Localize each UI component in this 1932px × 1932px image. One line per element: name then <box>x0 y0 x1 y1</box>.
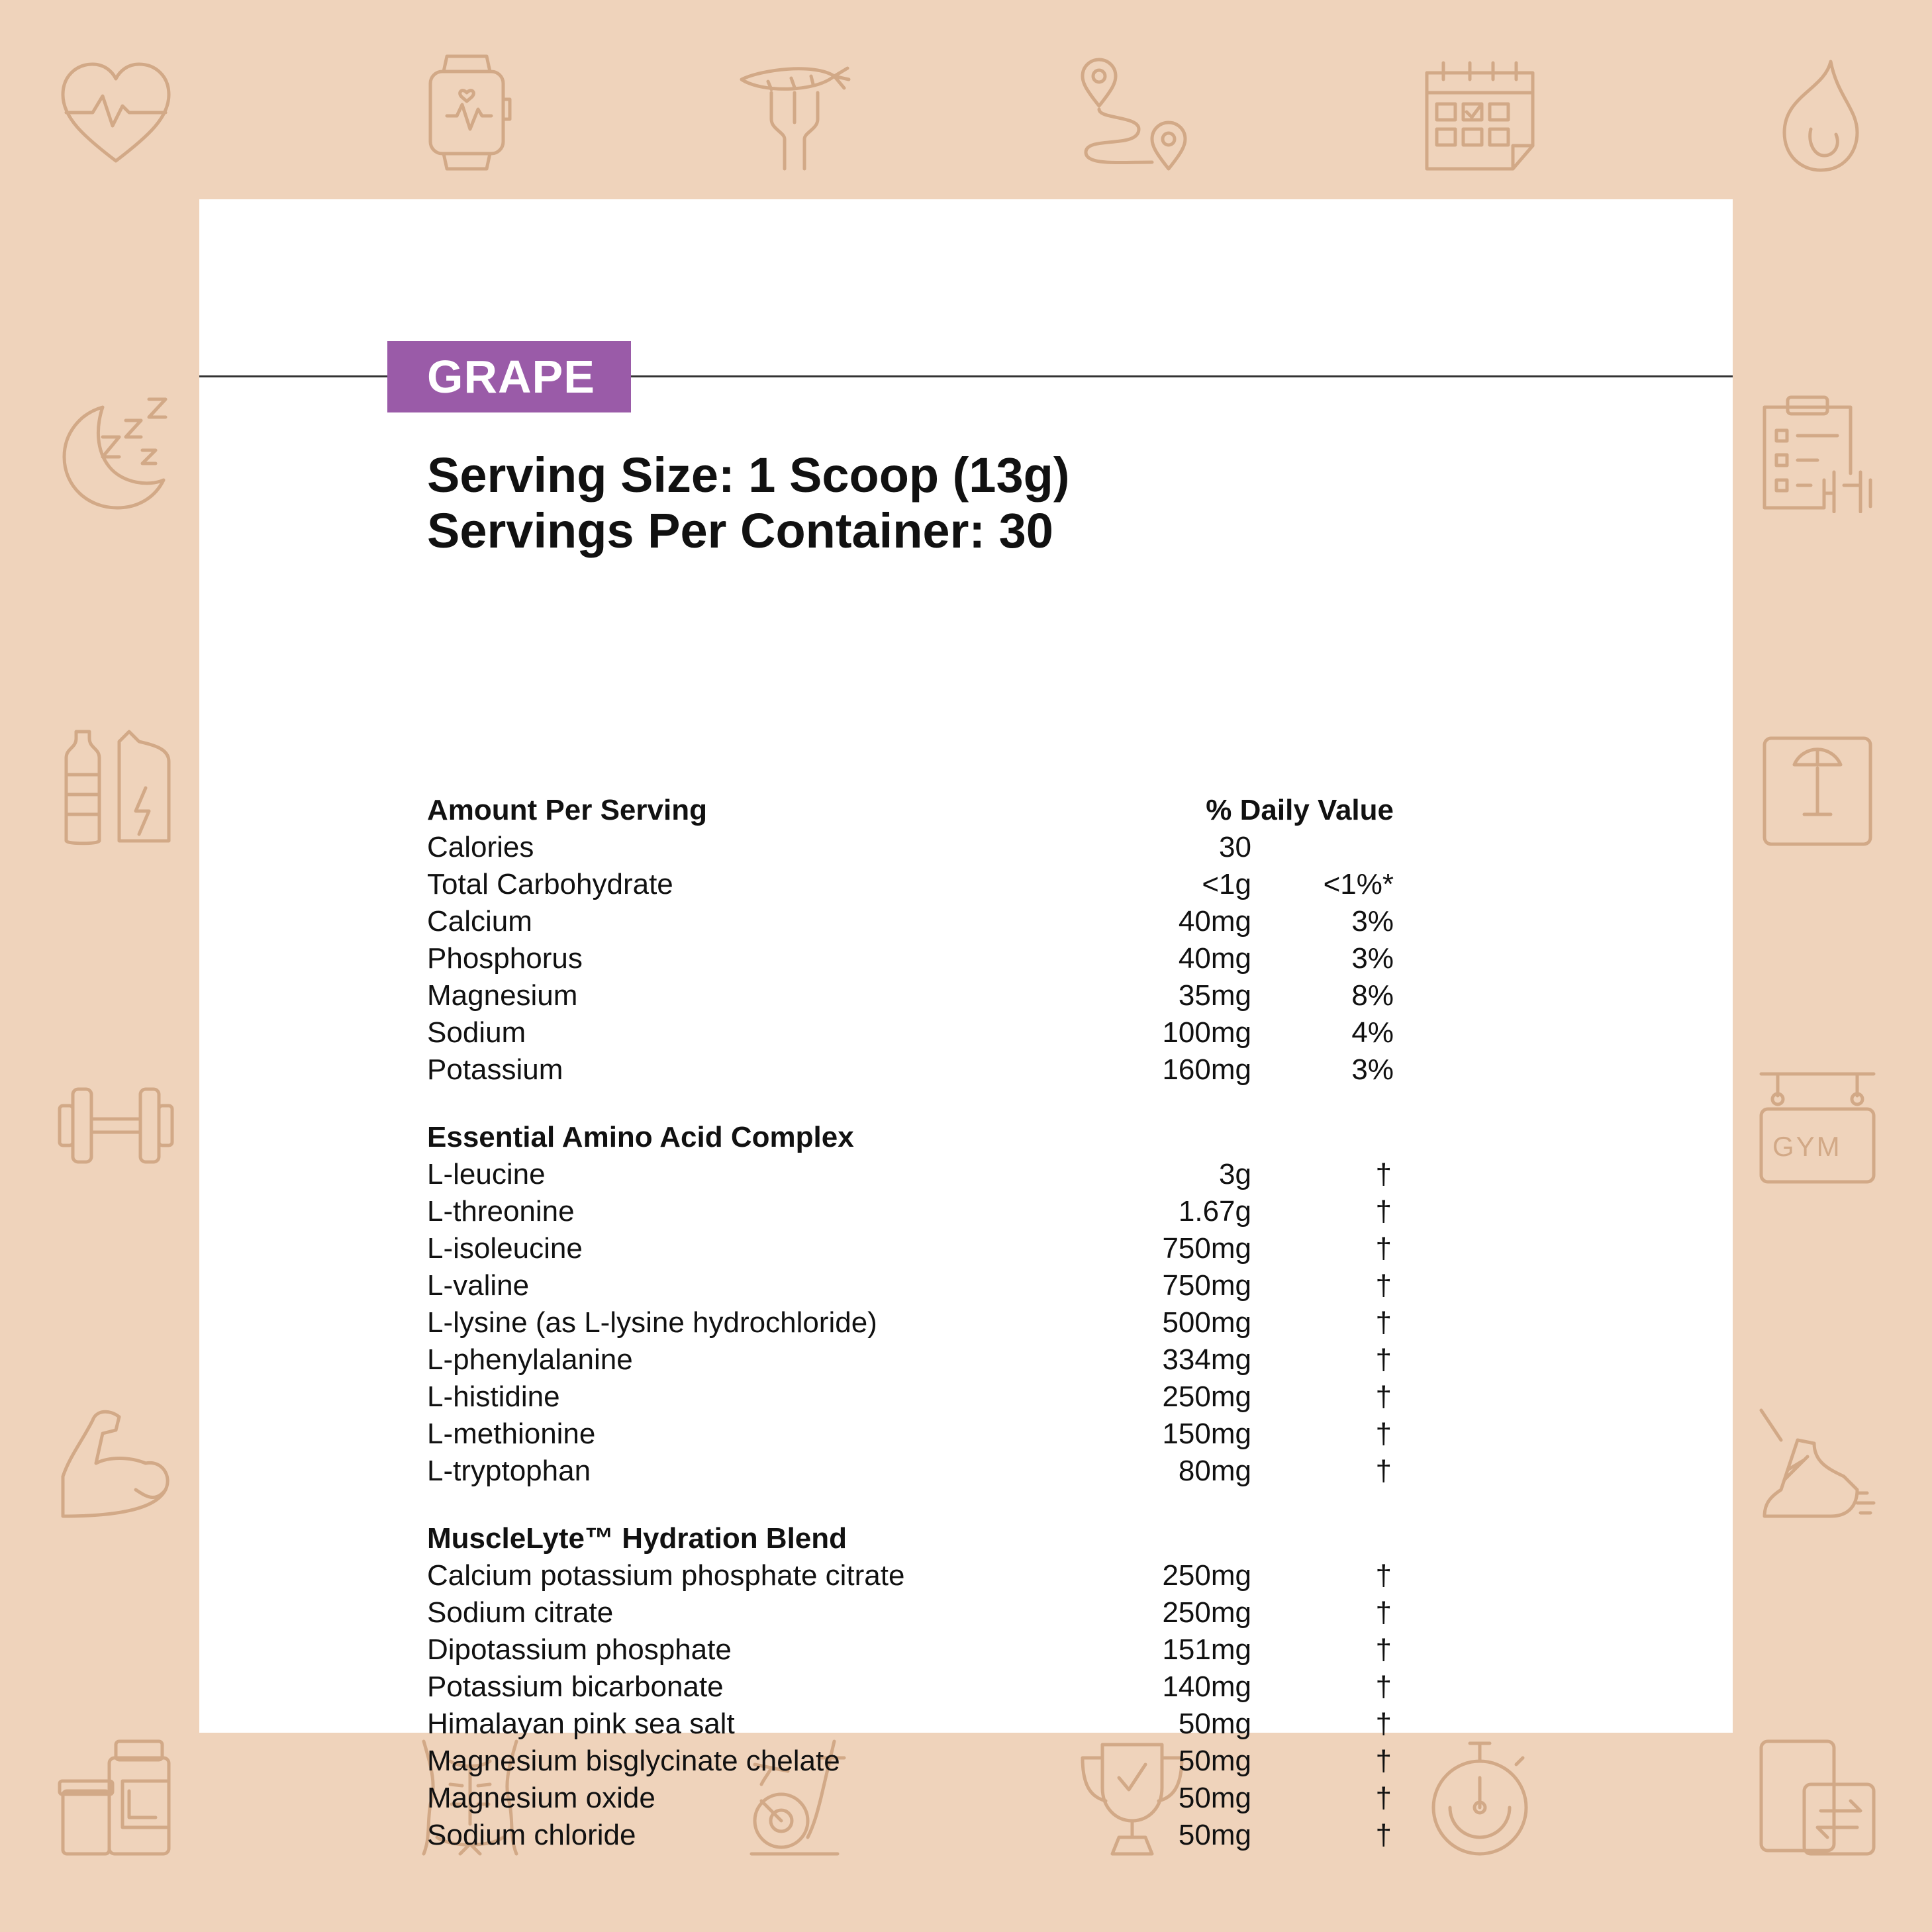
running-shoe-icon <box>1758 1404 1877 1523</box>
supplement-jars-icon <box>56 1738 175 1857</box>
table-row: Potassium bicarbonate 140mg † <box>427 1670 1392 1703</box>
table-row: Magnesium bisglycinate chelate 50mg † <box>427 1745 1392 1777</box>
table-row: Potassium 160mg 3% <box>427 1053 1394 1086</box>
amino-section-heading: Essential Amino Acid Complex <box>427 1121 854 1153</box>
table-row: Dipotassium phosphate 151mg † <box>427 1633 1392 1666</box>
table-row: L-methionine 150mg † <box>427 1418 1392 1450</box>
gym-sign-icon <box>1758 1066 1877 1185</box>
table-row: L-threonine 1.67g † <box>427 1195 1392 1228</box>
table-row: Total Carbohydrate <1g <1%* <box>427 868 1394 900</box>
sleep-moon-icon <box>56 394 175 513</box>
table-row: L-valine 750mg † <box>427 1269 1392 1302</box>
daily-value-heading: % Daily Value <box>1206 794 1394 826</box>
table-row: L-leucine 3g † <box>427 1158 1392 1190</box>
serving-info <box>427 448 1069 559</box>
smartwatch-icon <box>411 53 530 172</box>
water-bottles-icon <box>56 728 175 847</box>
route-icon <box>1073 56 1192 175</box>
table-row: L-tryptophan 80mg † <box>427 1455 1392 1487</box>
nutrition-facts-panel <box>199 199 1733 1851</box>
table-row: Calcium potassium phosphate citrate 250mg † <box>427 1559 1392 1592</box>
gym-sign-text: GYM <box>1772 1131 1842 1162</box>
table-row: Himalayan pink sea salt 50mg † <box>427 1708 1392 1740</box>
flame-icon <box>1758 56 1877 175</box>
heart-pulse-icon <box>56 56 175 175</box>
table-row: L-lysine (as L-lysine hydrochloride) 500mg † <box>427 1306 1392 1339</box>
workout-plan-icon <box>1758 394 1877 513</box>
facts-table <box>427 792 1718 1854</box>
table-row: Magnesium oxide 50mg † <box>427 1782 1392 1814</box>
scale-icon <box>1758 728 1877 847</box>
table-row: Calories 30 <box>427 831 1251 863</box>
flexed-arm-icon <box>56 1404 175 1523</box>
table-row: Phosphorus 40mg 3% <box>427 942 1394 975</box>
calendar-icon <box>1420 56 1539 175</box>
table-row: Sodium chloride 50mg † <box>427 1819 1392 1851</box>
flavor-badge: GRAPE <box>387 341 631 412</box>
table-row: Sodium citrate 250mg † <box>427 1596 1392 1629</box>
table-row: Sodium 100mg 4% <box>427 1016 1394 1049</box>
devices-sync-icon <box>1758 1738 1877 1857</box>
table-row: Calcium 40mg 3% <box>427 905 1394 938</box>
table-row: Magnesium 35mg 8% <box>427 979 1394 1012</box>
carrot-fork-icon <box>735 56 854 175</box>
servings-per-container: Servings Per Container: 30 <box>427 503 1053 558</box>
table-row: L-phenylalanine 334mg † <box>427 1343 1392 1376</box>
amount-per-serving-heading: Amount Per Serving <box>427 794 707 826</box>
table-row: L-histidine 250mg † <box>427 1380 1392 1413</box>
table-row: L-isoleucine 750mg † <box>427 1232 1392 1265</box>
table-header <box>427 792 1718 829</box>
dumbbell-icon <box>56 1066 175 1185</box>
hydration-section-heading: MuscleLyte™ Hydration Blend <box>427 1522 847 1555</box>
serving-size: Serving Size: 1 Scoop (13g) <box>427 448 1070 503</box>
